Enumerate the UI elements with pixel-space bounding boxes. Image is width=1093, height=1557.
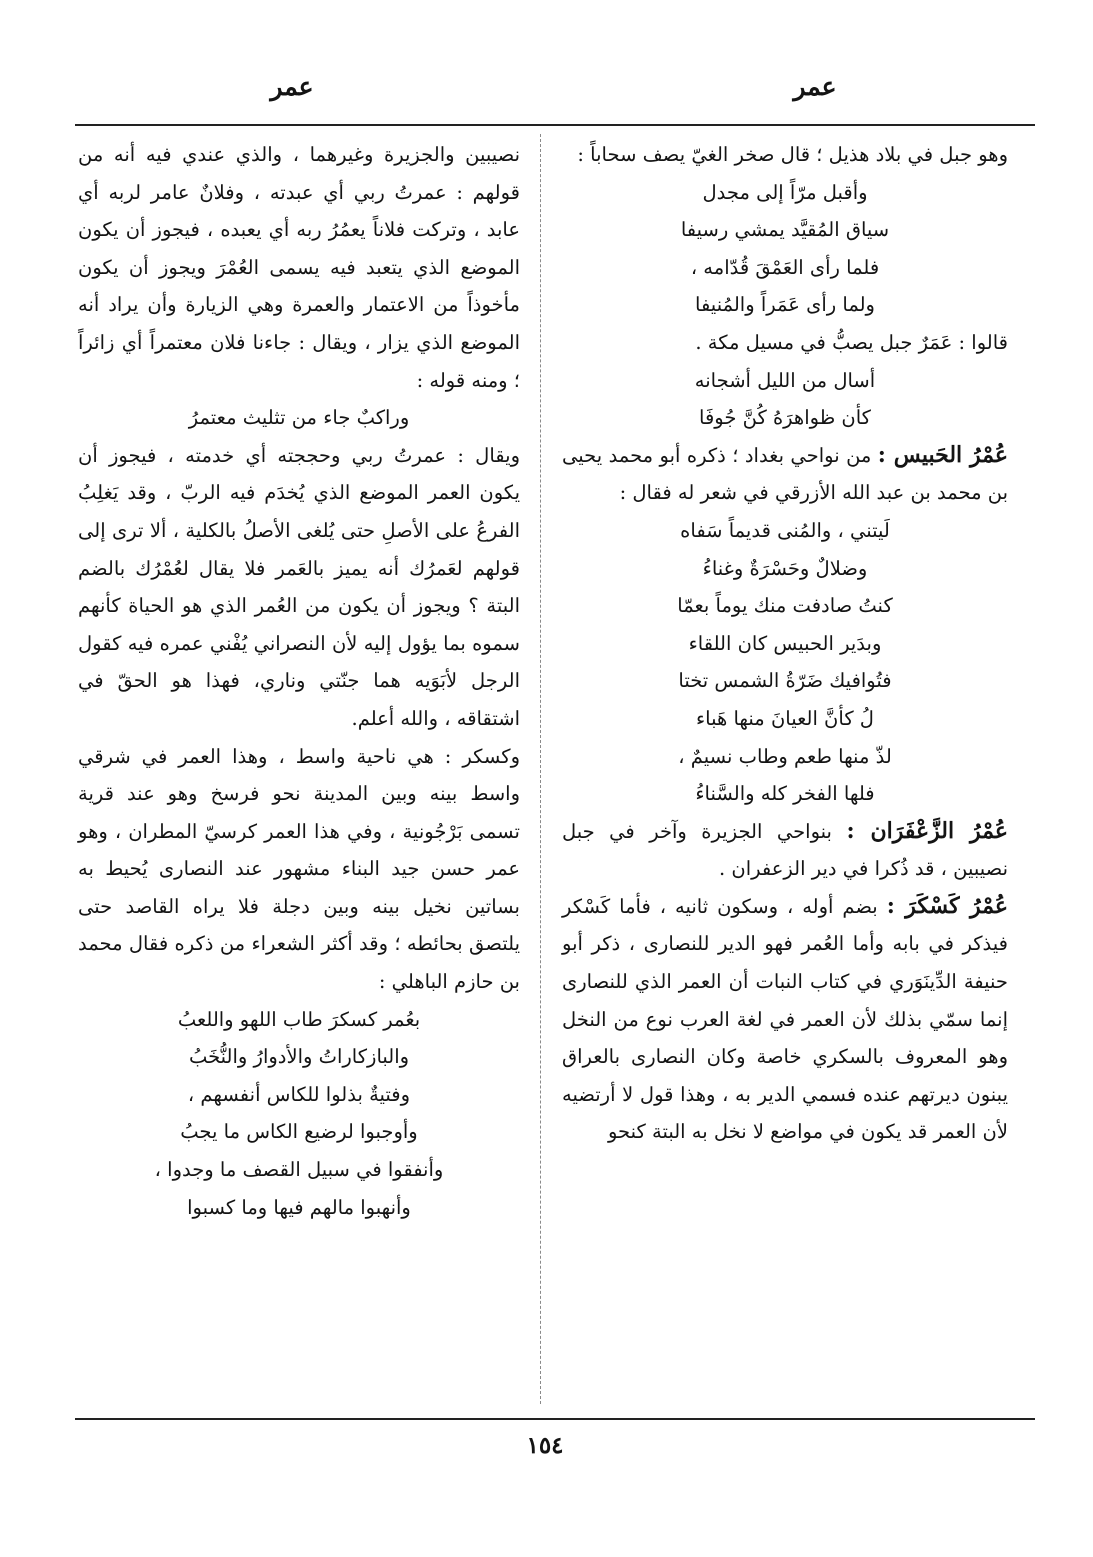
entry-headword: عُمْرُ الحَبيس : [877, 441, 1008, 468]
entry-text: بضم أوله ، وسكون ثانيه ، فأما كَسْكر فيذكر في بابه وأما العُمر فهو الدير للنصارى ، ذكر أبو حنيفة الدِّينَوَري في كتاب النبات أن العمر الذي للنصارى إنما سمّي بذلك لأن العمر في لغة العرب نوع من النخل وهو المعروف بالسكري خاصة وكان النصارى بالعراق يبنون ديرتهم عنده فسمي الدير به ، وهذا قول لا أرتضيه لأن العمر قد يكون في مواضع لا نخل به البتة كنحو [562, 894, 1008, 1144]
verse-line: أسال من الليل أشجانه [694, 368, 876, 392]
verse-line: بعُمر كسكرَ طاب اللهو واللعبُ [177, 1007, 421, 1031]
left-column [78, 136, 520, 1226]
verse-line: فتُوافيك ضَرّةُ الشمس تختا [678, 669, 892, 693]
verse-line: سياق المُقيَّد يمشي رسيفا [680, 218, 890, 242]
verse-line: وضلالٌ وحَسْرَةٌ وغناءُ [702, 556, 868, 580]
verse-line: وأنفقوا في سبيل القصف ما وجدوا ، [154, 1158, 444, 1182]
verse-line: وبدَير الحبيس كان اللقاء [688, 631, 882, 655]
paragraph: وكسكر : هي ناحية واسط ، وهذا العمر في شرقي واسط بينه وبين المدينة نحو فرسخ وهو عند قرية تسمى بَرْجُونية ، وفي هذا العمر كرسيّ المطران ، وهو عمر حسن جيد البناء مشهور عند النصارى يُحيط به بساتين نخيل بينه وبين دجلة فلا يراه القاصد حتى يلتصق بحائطه ؛ وقد أكثر الشعراء من ذكره فقال محمد بن حازم الباهلي : [78, 744, 520, 994]
verse-line: وأوجبوا لرضيع الكاس ما يجبُ [180, 1120, 418, 1144]
right-column [562, 136, 1008, 1151]
paragraph: ويقال : عمرتُ ربي وحججته أي خدمته ، فيجوز أن يكون العمر الموضع الذي يُخدَم فيه الربّ ، وقد يَغلِبُ الفرعُ على الأصلِ حتى يُلغى الأصلُ بالكلية ، ألا ترى إلى قولهم لعَمرُك أنه يميز بالعَمر فلا يقال لعُمْرُك بالضم البتة ؟ ويجوز أن يكون من العُمر الذي هو الحياة كأنهم سموه بما يؤول إليه لأن النصراني يُفْني عمره فيه كقول الرجل لأبَوَيه هما جنّتي وناري، فهذا هو الحقّ في اشتقاقه ، والله أعلم. [78, 443, 520, 730]
paragraph: قالوا : عَمَرٌ جبل يصبُّ في مسيل مكة . [695, 330, 1008, 354]
entry [562, 437, 1008, 512]
verse-line: وأقبل مرّاً إلى مجدل [702, 180, 868, 204]
poem [78, 1001, 520, 1227]
verse-line: فلها الفخر كله والسَّناءُ [695, 782, 875, 806]
verse-line: فلما رأى العَمْقَ قُدّامه ، [690, 255, 880, 279]
verse-line: لَيتني ، والمُنى قديماً سَفاه [680, 518, 890, 542]
running-head-right: عمر [793, 72, 837, 101]
entry-text: من نواحي بغداد ؛ ذكره أبو محمد يحيى بن محمد بن عبد الله الأزرقي في شعر له فقال : [562, 443, 1008, 505]
bottom-rule [75, 1418, 1035, 1420]
entry [562, 813, 1008, 888]
verse-line: وراكبٌ جاء من تثليث معتمرُ [188, 406, 410, 430]
entry-text: بنواحي الجزيرة وآخر في جبل نصيبين ، قد ذُكرا في دير الزعفران . [562, 819, 1008, 881]
poem [78, 399, 520, 437]
poem [562, 362, 1008, 437]
verse-line: والبازكاراتُ والأدوارُ والنُّخَبُ [188, 1045, 410, 1069]
poem [562, 512, 1008, 813]
entry-headword: عُمْرُ كَسْكَرَ : [886, 892, 1009, 919]
verse-line: لذّ منها طعم وطاب نسيمٌ ، [678, 744, 892, 768]
paragraph: نصيبين والجزيرة وغيرهما ، والذي عندي فيه أنه من قولهم : عمرتُ ربي أي عبدته ، وفلانٌ عامر لربه أي عابد ، وتركت فلاناً يعمُرُ ربه أي يعبده ، فيجوز أن يكون الموضع الذي يتعبد فيه يسمى العُمْرَ ويجوز أن يكون مأخوذاً من الاعتمار والعمرة وهي الزيارة وأن يراد أنه الموضع الذي يزار ، ويقال : جاءنا فلان معتمراً أي زائراً ؛ ومنه قوله : [78, 143, 520, 392]
verse-line: كأن ظواهرَهُ كُنَّ جُوفَا [699, 406, 871, 430]
verse-line: وأنهبوا مالهم فيها وما كسبوا [187, 1195, 411, 1219]
entry-headword: عُمْرُ الزَّعْفَرَان : [846, 817, 1009, 844]
entry [562, 888, 1008, 1151]
column-divider [540, 134, 541, 1404]
top-rule [75, 124, 1035, 126]
page-number: ١٥٤ [526, 1432, 564, 1459]
verse-line: ولما رأى عَمَراً والمُنيفا [695, 293, 875, 317]
verse-line: لُ كأنَّ العيانَ منها هَباء [696, 706, 874, 730]
paragraph: وهو جبل في بلاد هذيل ؛ قال صخر الغيّ يصف سحاباً : [577, 143, 1008, 166]
running-head-left: عمر [270, 72, 314, 101]
verse-line: وفتيةٌ بذلوا للكاس أنفسهم ، [187, 1082, 411, 1106]
poem [562, 174, 1008, 324]
verse-line: كنتُ صادفت منك يوماً بعمّا [677, 594, 893, 618]
